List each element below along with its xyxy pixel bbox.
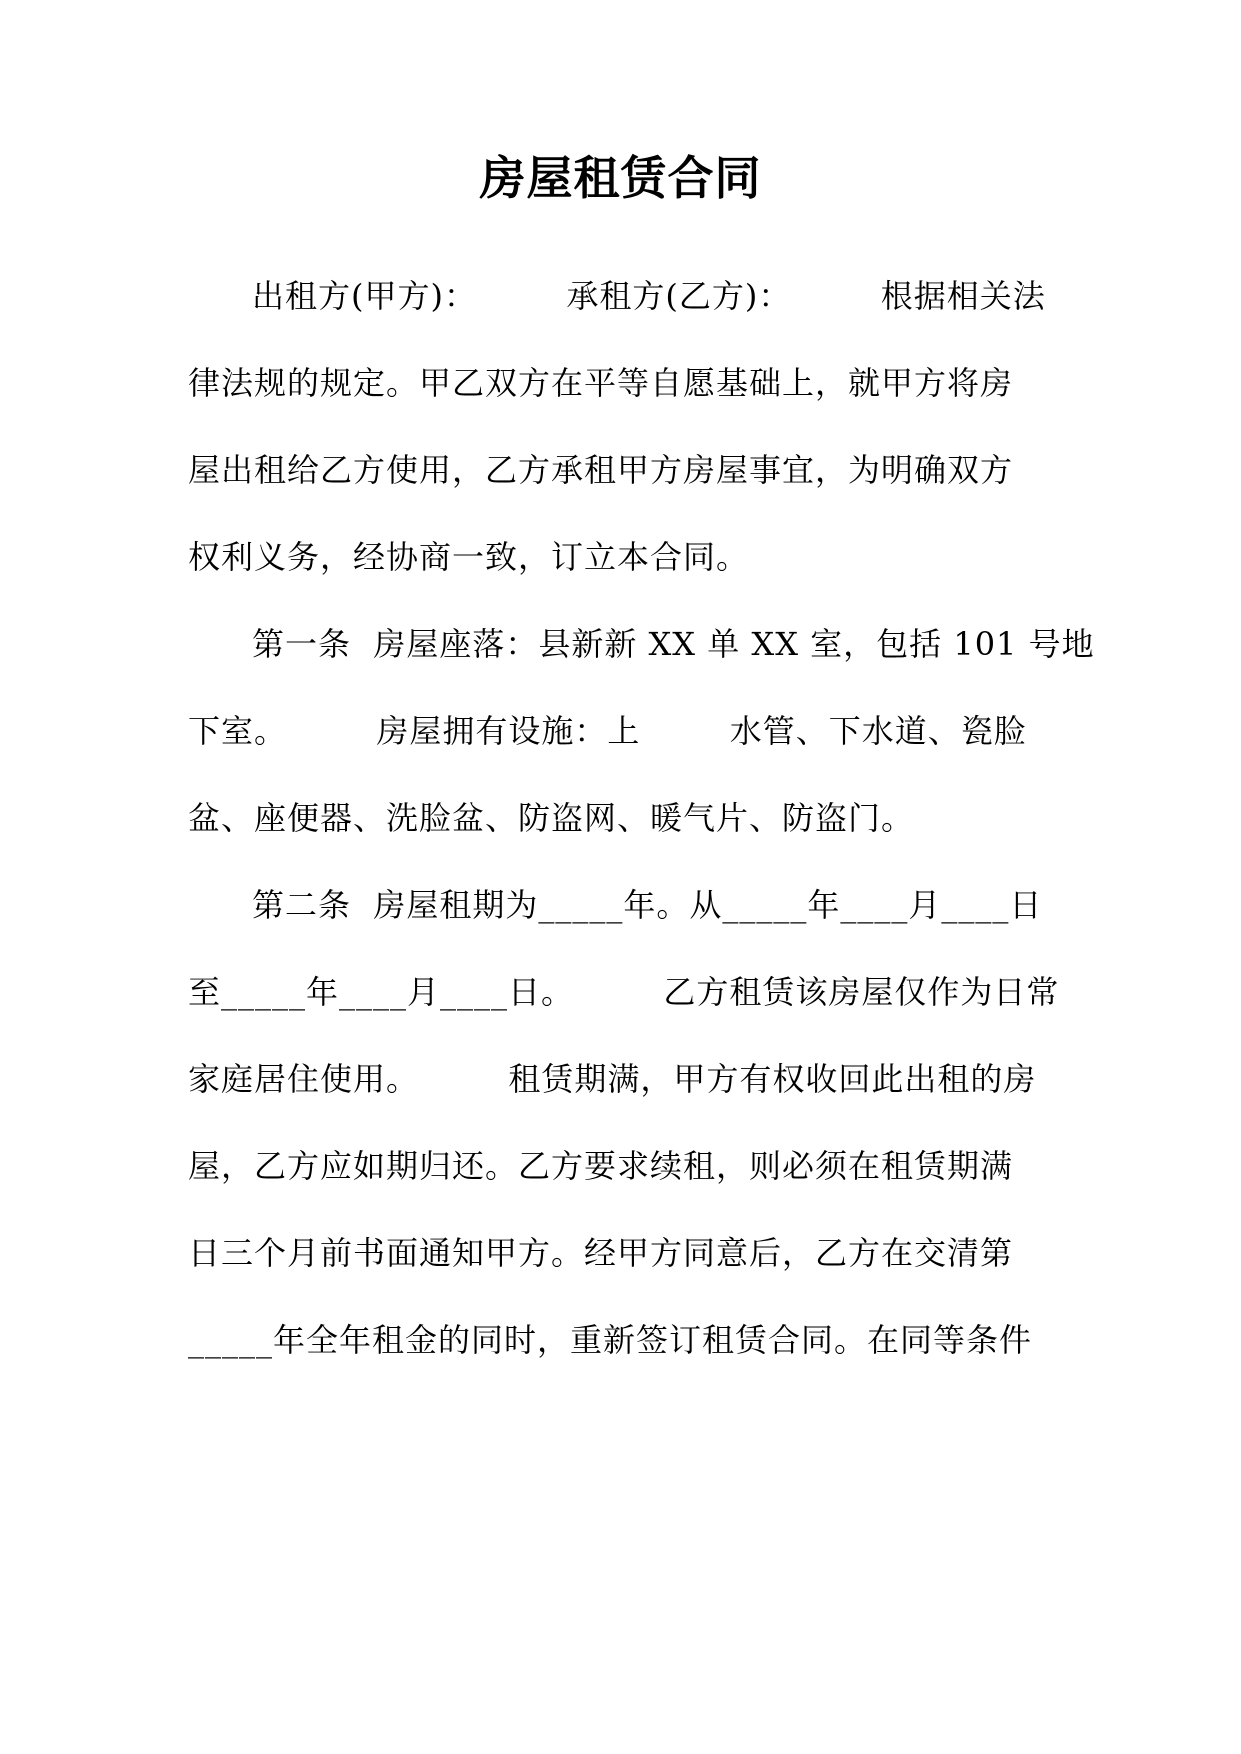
text-line-11: 屋，乙方应如期归还。乙方要求续租，则必须在租赁期满 [188, 1147, 1014, 1185]
text-line-3: 屋出租给乙方使用，乙方承租甲方房屋事宜，为明确双方 [188, 451, 1014, 489]
text-line-9: 至_____年____月____日。 乙方租赁该房屋仅作为日常 [188, 973, 1060, 1011]
document-title: 房屋租赁合同 [479, 151, 762, 205]
text-line-10: 家庭居住使用。 租赁期满，甲方有权收回此出租的房 [188, 1060, 1037, 1098]
text-line-13: _____年全年租金的同时，重新签订租赁合同。在同等条件 [188, 1321, 1033, 1359]
text-line-2: 律法规的规定。甲乙双方在平等自愿基础上，就甲方将房 [188, 364, 1014, 402]
text-line-8: 第二条 房屋租期为_____年。从_____年____月____日 [252, 886, 1043, 924]
text-line-4: 权利义务，经协商一致，订立本合同。 [188, 538, 750, 576]
text-line-6: 下室。 房屋拥有设施：上 水管、下水道、瓷脸 [188, 712, 1027, 750]
text-line-5: 第一条 房屋座落：县新新 XX 单 XX 室，包括 101 号地 [252, 625, 1095, 663]
text-line-1: 出租方(甲方)： 承租方(乙方)： 根据相关法 [252, 277, 1046, 315]
text-line-7: 盆、座便器、洗脸盆、防盗网、暖气片、防盗门。 [188, 799, 915, 837]
text-line-12: 日三个月前书面通知甲方。经甲方同意后，乙方在交清第 [188, 1234, 1014, 1272]
